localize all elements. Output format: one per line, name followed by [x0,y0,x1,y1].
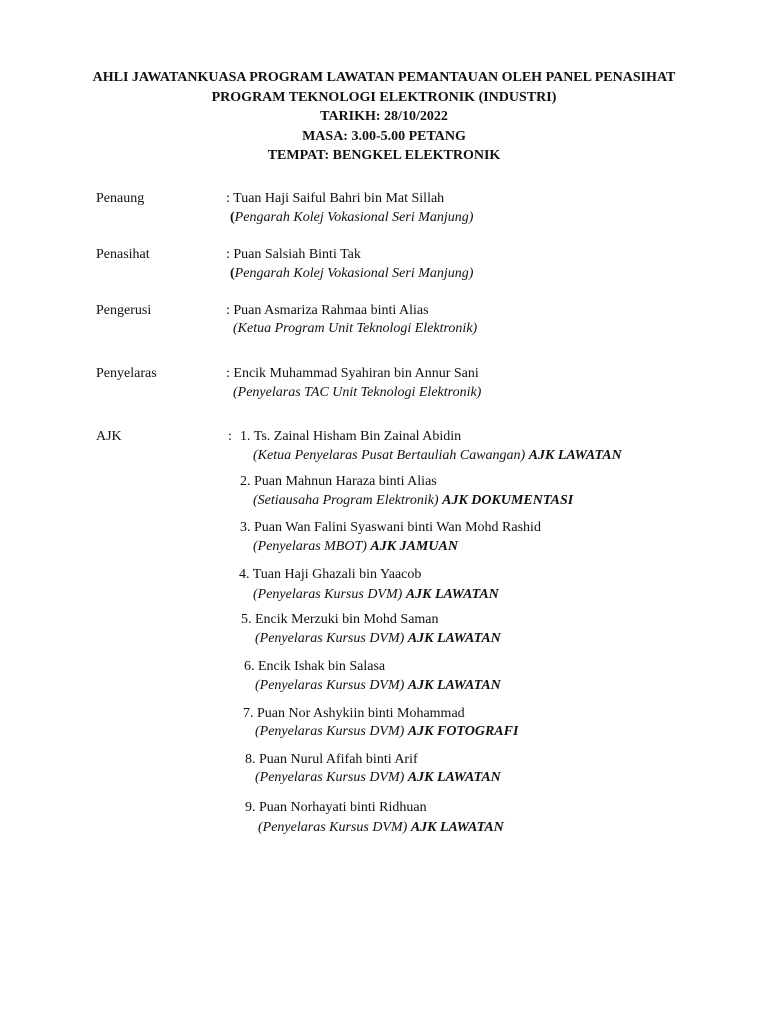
open-paren: ( [230,210,235,225]
member-duty: AJK LAWATAN [410,820,504,835]
header-time: MASA: 3.00-5.00 PETANG [302,128,466,144]
role-name: : Puan Salsiah Binti Tak [226,247,361,262]
role-position: (Ketua Program Unit Teknologi Elektronik) [233,321,478,336]
role-name: : Puan Asmariza Rahmaa binti Alias [226,303,429,318]
member-name: 7. Puan Nor Ashykiin binti Mohammad [243,706,465,721]
member-position: (Penyelaras Kursus DVM) [253,587,403,602]
member-position: (Setiausaha Program Elektronik) [253,493,439,508]
member-duty: AJK LAWATAN [405,587,499,602]
member-name: 3. Puan Wan Falini Syaswani binti Wan Mohd Rashid [240,520,541,535]
role-label: Penaung [96,191,145,206]
member-role [255,630,501,648]
member-position: (Penyelaras Kursus DVM) [255,724,405,739]
member-role [253,586,499,604]
member-name: 5. Encik Merzuki bin Mohd Saman [241,612,439,627]
member-name: 8. Puan Nurul Afifah binti Arif [245,752,418,767]
member-role [255,677,501,695]
member-name: 6. Encik Ishak bin Salasa [244,659,386,674]
member-role [253,447,622,465]
member-position: (Ketua Penyelaras Pusat Bertauliah Cawangan) [253,448,526,463]
header-venue: TEMPAT: BENGKEL ELEKTRONIK [267,148,501,163]
member-position: (Penyelaras Kursus DVM) [258,820,408,835]
member-role [258,819,504,837]
role-name: : Encik Muhammad Syahiran bin Annur Sani [226,366,479,381]
ajk-colon: : [228,429,232,444]
role-label: Pengerusi [96,303,152,318]
member-position: (Penyelaras Kursus DVM) [255,770,405,785]
open-paren: ( [230,266,235,281]
role-label: Penyelaras [96,366,157,381]
document-header [0,68,768,166]
member-role [255,769,501,787]
member-duty: AJK LAWATAN [528,448,622,463]
role-label: Penasihat [96,247,150,262]
member-name: 9. Puan Norhayati binti Ridhuan [245,800,427,815]
role-position: (Penyelaras TAC Unit Teknologi Elektronik) [233,385,482,400]
ajk-label: AJK [96,429,122,444]
role-position [230,209,473,227]
member-duty: AJK LAWATAN [407,631,501,646]
member-role [253,538,458,556]
header-program: PROGRAM TEKNOLOGI ELEKTRONIK (INDUSTRI) [211,89,557,105]
header-date: TARIKH: 28/10/2022 [320,109,448,124]
member-duty: AJK DOKUMENTASI [442,493,574,508]
header-title: AHLI JAWATANKUASA PROGRAM LAWATAN PEMANTAUAN OLEH PANEL PENASIHAT [92,70,676,85]
member-duty: AJK JAMUAN [370,539,458,554]
member-position: (Penyelaras Kursus DVM) [255,678,405,693]
member-position: (Penyelaras MBOT) [253,539,367,554]
position-text: Pengarah Kolej Vokasional Seri Manjung) [234,210,474,225]
member-name: 2. Puan Mahnun Haraza binti Alias [240,474,437,489]
member-role [255,723,518,741]
member-duty: AJK LAWATAN [407,770,501,785]
role-name: : Tuan Haji Saiful Bahri bin Mat Sillah [226,191,445,206]
member-role [253,492,573,510]
member-name: 4. Tuan Haji Ghazali bin Yaacob [239,567,422,582]
member-position: (Penyelaras Kursus DVM) [255,631,405,646]
member-duty: AJK LAWATAN [407,678,501,693]
member-duty: AJK FOTOGRAFI [407,724,519,739]
member-name: 1. Ts. Zainal Hisham Bin Zainal Abidin [240,429,462,444]
role-position [230,265,473,283]
position-text: Pengarah Kolej Vokasional Seri Manjung) [234,266,474,281]
